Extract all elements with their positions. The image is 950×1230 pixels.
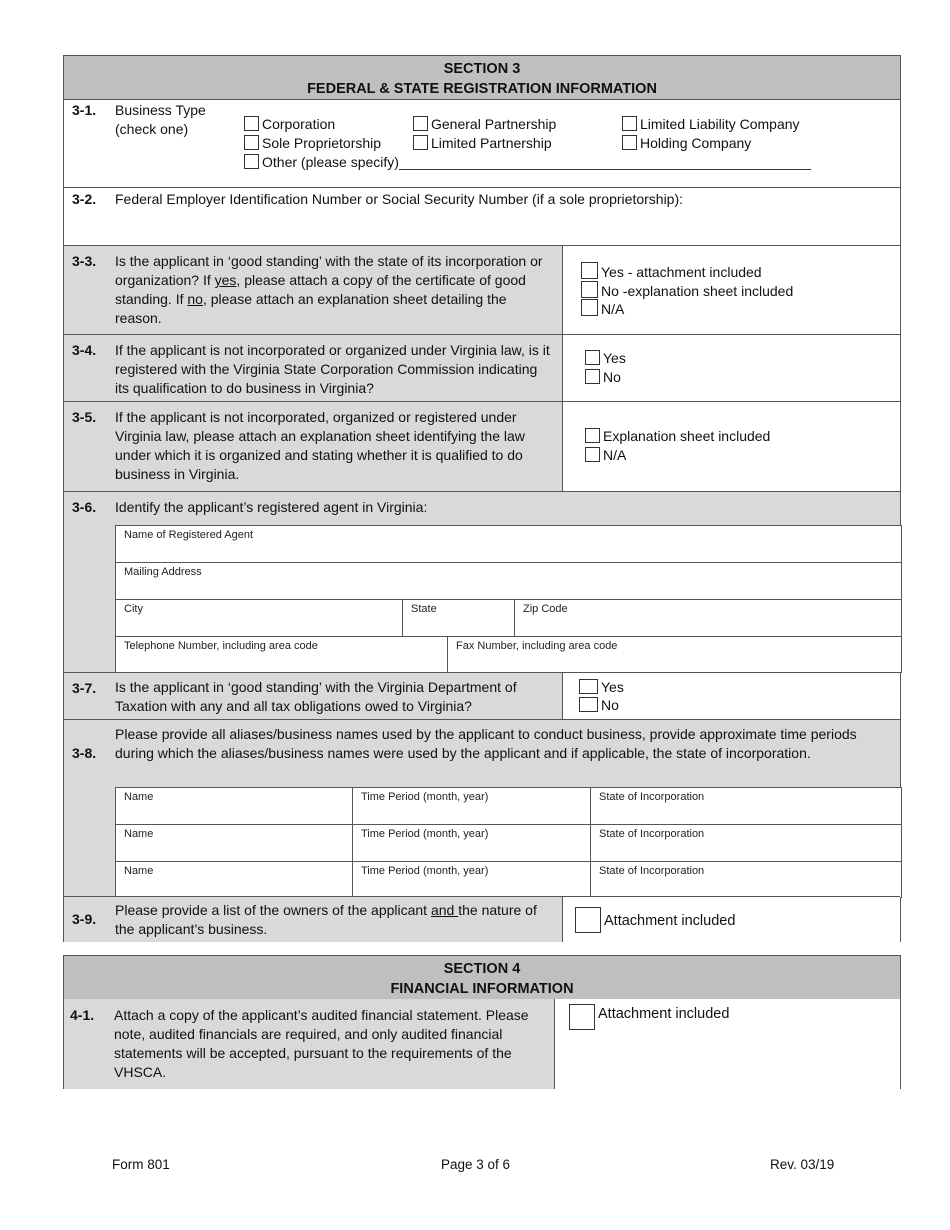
- question-number: 4-1.: [70, 1007, 95, 1023]
- alias-name-field[interactable]: Name: [115, 861, 353, 898]
- question-number: 3-2.: [72, 191, 97, 207]
- checkbox-icon[interactable]: [575, 907, 601, 933]
- checkbox-icon[interactable]: [585, 428, 600, 443]
- question-4-1: [64, 999, 900, 1089]
- registered-agent-name-field[interactable]: Name of Registered Agent: [115, 525, 902, 563]
- answer-cell: [562, 897, 900, 942]
- section-3-subtitle: FEDERAL & STATE REGISTRATION INFORMATION: [307, 81, 657, 97]
- checkbox-icon[interactable]: [581, 262, 598, 279]
- question-3-4: [64, 334, 900, 401]
- checkbox-icon[interactable]: [579, 697, 598, 712]
- business-type-label: Business Type (check one): [115, 102, 206, 137]
- question-text: Is the applicant in ‘good standing’ with the Virginia Department of Taxation with any and all tax obligations owed to Virginia?: [115, 679, 517, 714]
- question-3-5: [64, 401, 900, 491]
- footer-form-number: Form 801: [112, 1157, 170, 1172]
- question-text: Federal Employer Identification Number or Social Security Number (if a sole proprietorship):: [115, 191, 684, 207]
- question-text: Identify the applicant’s registered agent in Virginia:: [115, 499, 428, 515]
- option-na[interactable]: N/A: [585, 446, 626, 465]
- telephone-field[interactable]: Telephone Number, including area code: [115, 636, 448, 673]
- question-number: 3-4.: [72, 342, 97, 358]
- question-text: If the applicant is not incorporated or organized under Virginia law, is it registered with the Virginia State Corporation Commission indicating its qualification to do business in Virginia?: [115, 342, 550, 396]
- option-yes[interactable]: Yes: [579, 678, 624, 697]
- alias-time-period-field[interactable]: Time Period (month, year): [352, 824, 591, 862]
- question-3-1: [64, 99, 900, 187]
- checkbox-icon[interactable]: [413, 116, 428, 131]
- question-number: 3-9.: [72, 911, 97, 927]
- alias-state-field[interactable]: State of Incorporation: [590, 824, 902, 862]
- answer-cell: [562, 402, 900, 491]
- fax-field[interactable]: Fax Number, including area code: [447, 636, 902, 673]
- section-4-header: [64, 956, 900, 1000]
- mailing-address-field[interactable]: Mailing Address: [115, 562, 902, 600]
- city-field[interactable]: City: [115, 599, 403, 637]
- question-text: Is the applicant in ‘good standing’ with the state of its incorporation or organization? If yes, please attach a copy of the certificate of good standing. If no, please attach an explanation sheet detailing the reason.: [115, 253, 543, 326]
- question-text: Attach a copy of the applicant’s audited financial statement. Please note, audited financials are required, and only audited financial statements will be accepted, pursuant to the requirements of the VHSCA.: [114, 1007, 529, 1080]
- question-3-6: [64, 491, 900, 672]
- option-yes-attachment[interactable]: Yes - attachment included: [581, 262, 762, 282]
- option-corporation[interactable]: Corporation: [244, 115, 335, 134]
- checkbox-icon[interactable]: [622, 135, 637, 150]
- checkbox-icon[interactable]: [569, 1004, 595, 1030]
- checkbox-icon[interactable]: [622, 116, 637, 131]
- footer-page-number: Page 3 of 6: [441, 1157, 511, 1172]
- option-sole-proprietorship[interactable]: Sole Proprietorship: [244, 134, 381, 153]
- alias-name-field[interactable]: Name: [115, 824, 353, 862]
- question-number: 3-7.: [72, 680, 97, 696]
- option-holding-company[interactable]: Holding Company: [622, 134, 751, 153]
- question-number: 3-5.: [72, 409, 97, 425]
- option-no[interactable]: No: [585, 368, 621, 387]
- question-3-7: [64, 672, 900, 719]
- question-number: 3-8.: [72, 745, 97, 761]
- other-specify-line[interactable]: [399, 169, 811, 170]
- answer-cell: [562, 673, 900, 719]
- question-text: Please provide a list of the owners of the applicant and the nature of the applicant’s business.: [115, 902, 537, 937]
- option-other[interactable]: Other (please specify): [244, 153, 399, 172]
- question-number: 3-6.: [72, 499, 97, 515]
- checkbox-icon[interactable]: [244, 154, 259, 169]
- option-llc[interactable]: Limited Liability Company: [622, 115, 800, 134]
- answer-cell: [562, 335, 900, 401]
- section-3-header: [64, 56, 900, 100]
- question-number: 3-1.: [72, 102, 97, 118]
- option-general-partnership[interactable]: General Partnership: [413, 115, 556, 134]
- section-4-subtitle: FINANCIAL INFORMATION: [390, 981, 574, 997]
- question-text: Please provide all aliases/business names used by the applicant to conduct business, provide approximate time periods during which the aliases/business names were used by the applicant and if applicable, the state of incorporation.: [115, 726, 857, 761]
- checkbox-icon[interactable]: [585, 447, 600, 462]
- checkbox-icon[interactable]: [579, 679, 598, 694]
- alias-time-period-field[interactable]: Time Period (month, year): [352, 861, 591, 898]
- checkbox-icon[interactable]: [581, 299, 598, 316]
- alias-state-field[interactable]: State of Incorporation: [590, 861, 902, 898]
- zip-code-field[interactable]: Zip Code: [514, 599, 902, 637]
- section-3: [63, 55, 901, 942]
- question-3-3: [64, 245, 900, 334]
- alias-time-period-field[interactable]: Time Period (month, year): [352, 787, 591, 825]
- section-3-title: SECTION 3: [443, 61, 521, 77]
- answer-cell: [562, 246, 900, 334]
- state-field[interactable]: State: [402, 599, 515, 637]
- section-4-title: SECTION 4: [443, 961, 521, 977]
- option-limited-partnership[interactable]: Limited Partnership: [413, 134, 552, 153]
- question-3-2: [64, 187, 900, 245]
- checkbox-icon[interactable]: [413, 135, 428, 150]
- option-yes[interactable]: Yes: [585, 349, 626, 368]
- alias-name-field[interactable]: Name: [115, 787, 353, 825]
- question-3-8: [64, 719, 900, 896]
- section-4: [63, 955, 901, 1089]
- checkbox-icon[interactable]: [244, 116, 259, 131]
- checkbox-icon[interactable]: [585, 350, 600, 365]
- option-explanation-sheet[interactable]: Explanation sheet included: [585, 427, 770, 446]
- question-3-9: [64, 896, 900, 942]
- checkbox-icon[interactable]: [581, 281, 598, 298]
- checkbox-icon[interactable]: [244, 135, 259, 150]
- checkbox-icon[interactable]: [585, 369, 600, 384]
- option-attachment-included[interactable]: Attachment included: [569, 1004, 729, 1030]
- question-text: If the applicant is not incorporated, organized or registered under Virginia law, please attach an explanation sheet identifying the law under which it is organized and stating whether it is qualified to do business in Virginia.: [115, 409, 525, 482]
- footer-revision: Rev. 03/19: [770, 1157, 835, 1172]
- option-na[interactable]: N/A: [581, 299, 624, 319]
- option-attachment-included[interactable]: Attachment included: [575, 907, 735, 933]
- question-number: 3-3.: [72, 253, 97, 269]
- alias-state-field[interactable]: State of Incorporation: [590, 787, 902, 825]
- option-no-explanation[interactable]: No -explanation sheet included: [581, 281, 793, 301]
- answer-cell: [554, 999, 900, 1089]
- option-no[interactable]: No: [579, 696, 619, 715]
